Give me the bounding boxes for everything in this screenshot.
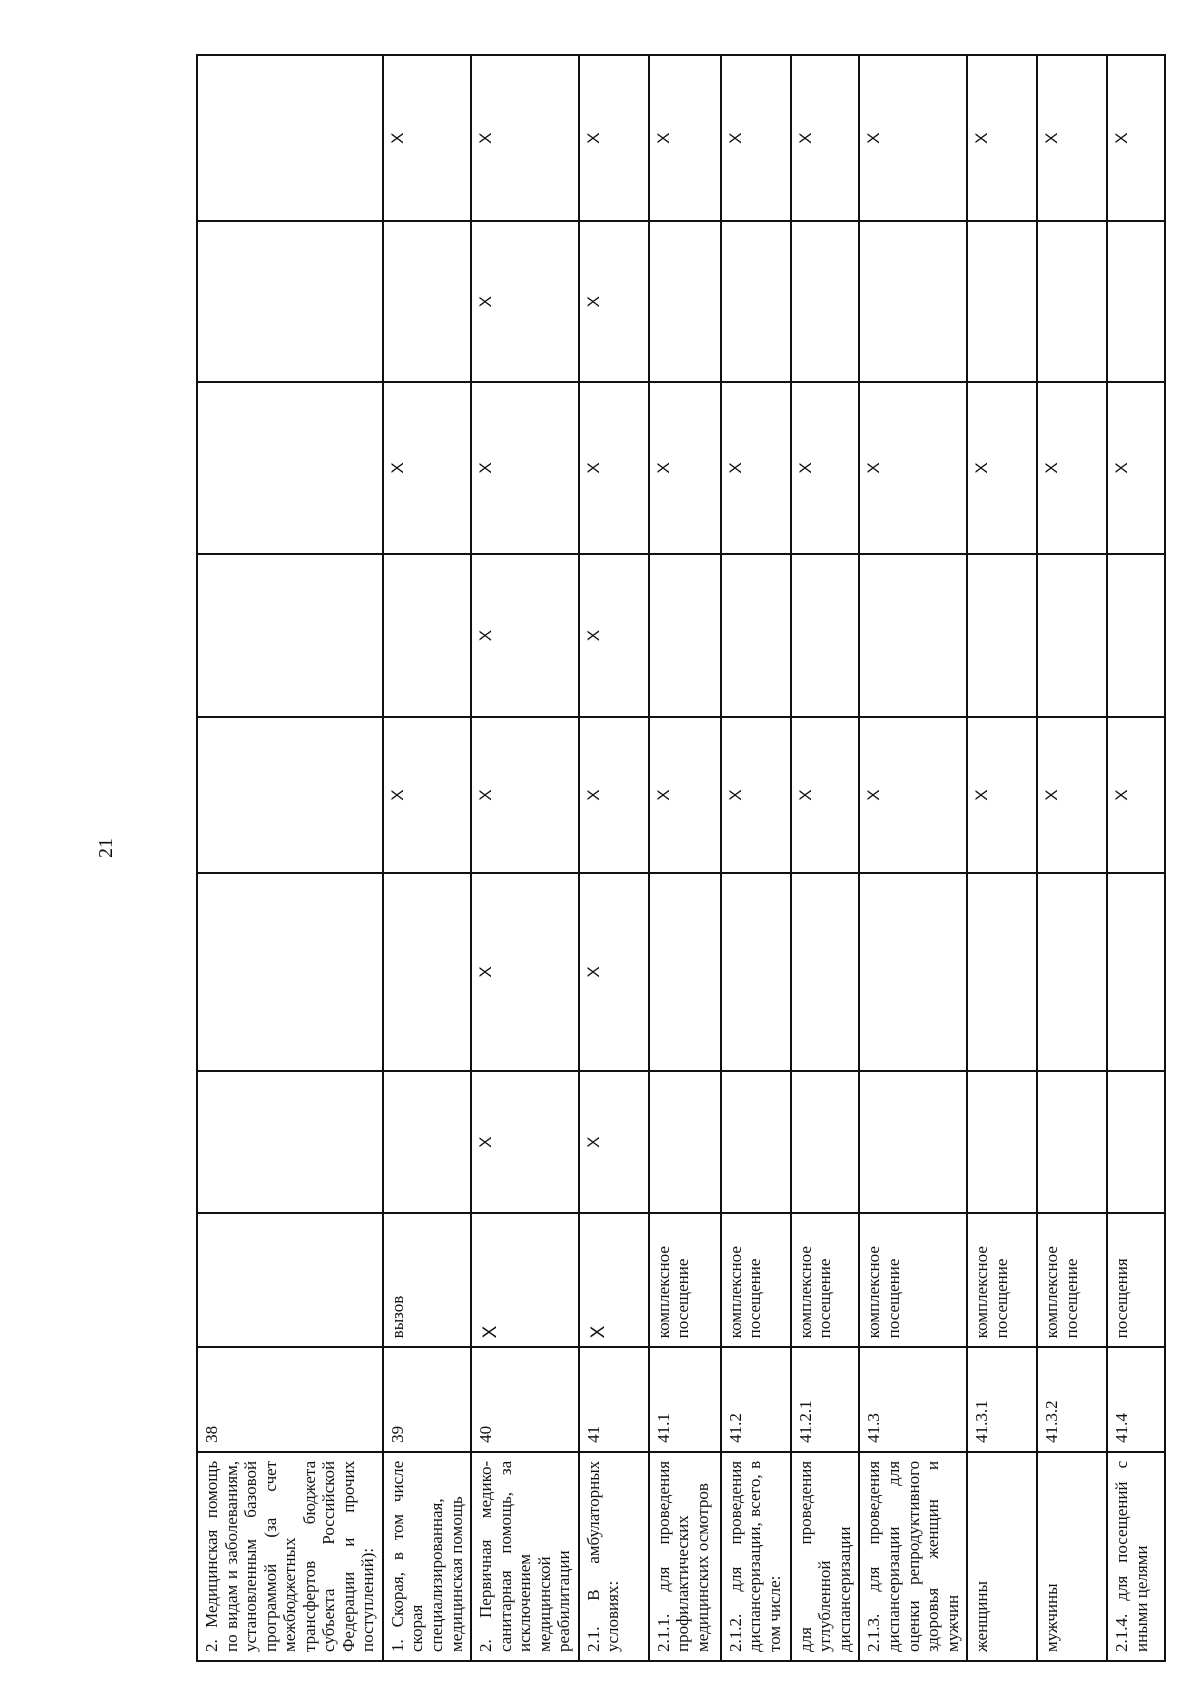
mark-cell-col-2 (197, 873, 383, 1071)
x-mark: X (583, 462, 603, 474)
x-mark: X (864, 789, 884, 801)
x-mark: X (476, 462, 496, 474)
mark-cell-col-6 (579, 221, 649, 382)
x-mark: X (583, 296, 603, 308)
row-unit (197, 1213, 383, 1347)
mark-cell-col-6 (197, 221, 383, 382)
x-mark: X (1112, 462, 1132, 474)
mark-cell-col-1 (471, 1071, 579, 1213)
mark-cell-col-3 (1107, 717, 1165, 873)
mark-cell-col-7 (197, 55, 383, 221)
mark-cell-col-1 (579, 1071, 649, 1213)
page-number: 21 (95, 838, 117, 858)
row-unit: комплексное посещение (791, 1213, 860, 1347)
x-mark: X (476, 1136, 496, 1148)
mark-cell-col-1 (791, 1071, 860, 1213)
x-mark: X (653, 789, 673, 801)
mark-cell-col-3 (471, 717, 579, 873)
x-mark: X (1112, 789, 1132, 801)
row-label: 2.1.4. для посещений с иными целями (1107, 1452, 1165, 1661)
mark-cell-col-6 (471, 221, 579, 382)
row-code: 41.2 (721, 1347, 791, 1452)
table-body (197, 55, 1165, 1661)
x-mark: X (795, 132, 815, 144)
row-unit: комплексное посещение (649, 1213, 721, 1347)
table-row (967, 55, 1037, 1661)
mark-cell-col-3 (1037, 717, 1107, 873)
mark-cell-col-3 (649, 717, 721, 873)
row-code: 41.3.2 (1037, 1347, 1107, 1452)
row-label: 1. Скорая, в том числе скорая специализированная, медицинская помощь (383, 1452, 471, 1661)
mark-cell-col-7 (649, 55, 721, 221)
mark-cell-col-6 (791, 221, 860, 382)
mark-cell-col-4 (791, 554, 860, 718)
mark-cell-col-6 (383, 221, 471, 382)
mark-cell-col-3 (197, 717, 383, 873)
mark-cell-col-2 (1037, 873, 1107, 1071)
row-unit: вызов (383, 1213, 471, 1347)
row-label: 2. Медицинская помощь по видам и заболеваниям, установленным базовой программой (за счет межбюджетных трансфертов бюджета субъекта Российской Федерации и прочих поступлений): (197, 1452, 383, 1661)
mark-cell-col-3 (721, 717, 791, 873)
mark-cell-col-2 (791, 873, 860, 1071)
mark-cell-col-5 (859, 382, 967, 554)
x-mark: X (476, 966, 496, 978)
row-code: 40 (471, 1347, 579, 1452)
x-mark: X (387, 132, 407, 144)
x-mark: X (1042, 789, 1062, 801)
row-code: 41.3 (859, 1347, 967, 1452)
mark-cell-col-6 (721, 221, 791, 382)
mark-cell-col-5 (383, 382, 471, 554)
mark-cell-col-4 (471, 554, 579, 718)
x-mark: X (725, 132, 745, 144)
mark-cell-col-2 (967, 873, 1037, 1071)
table-row (579, 55, 649, 1661)
row-label: 2.1.3. для проведения диспансеризации для оценки репродуктивного здоровья женщин и мужчин (859, 1452, 967, 1661)
mark-cell-col-6 (859, 221, 967, 382)
row-code: 41.1 (649, 1347, 721, 1452)
mark-cell-col-3 (383, 717, 471, 873)
mark-cell-col-4 (721, 554, 791, 718)
mark-cell-col-5 (721, 382, 791, 554)
table-row (197, 55, 383, 1661)
mark-cell-col-2 (721, 873, 791, 1071)
mark-cell-col-5 (791, 382, 860, 554)
x-mark: X (583, 629, 603, 642)
mark-cell-col-7 (1107, 55, 1165, 221)
mark-cell-col-1 (859, 1071, 967, 1213)
mark-cell-col-2 (649, 873, 721, 1071)
row-code: 41 (579, 1347, 649, 1452)
mark-cell-col-5 (649, 382, 721, 554)
mark-cell-col-6 (1107, 221, 1165, 382)
x-mark: X (1042, 462, 1062, 474)
mark-cell-col-7 (579, 55, 649, 221)
mark-cell-col-5 (579, 382, 649, 554)
mark-cell-col-1 (197, 1071, 383, 1213)
row-code: 41.4 (1107, 1347, 1165, 1452)
x-mark: X (387, 462, 407, 474)
mark-cell-col-4 (197, 554, 383, 718)
mark-cell-col-4 (1107, 554, 1165, 718)
mark-cell-col-6 (649, 221, 721, 382)
mark-cell-col-4 (1037, 554, 1107, 718)
x-mark: X (1112, 132, 1132, 144)
row-label: 2.1.1. для проведения профилактических медицинских осмотров (649, 1452, 721, 1661)
x-mark: X (476, 296, 496, 308)
mark-cell-col-4 (967, 554, 1037, 718)
mark-cell-col-7 (1037, 55, 1107, 221)
x-mark: X (864, 132, 884, 144)
rotated-table-wrapper (196, 54, 1151, 1662)
mark-cell-col-7 (791, 55, 860, 221)
x-mark: X (795, 789, 815, 801)
row-label: 2.1.2. для проведения диспансеризации, всего, в том числе: (721, 1452, 791, 1661)
x-mark: X (476, 629, 496, 642)
mark-cell-col-3 (579, 717, 649, 873)
mark-cell-col-2 (859, 873, 967, 1071)
mark-cell-col-5 (967, 382, 1037, 554)
row-unit: комплексное посещение (967, 1213, 1037, 1347)
table-row (649, 55, 721, 1661)
mark-cell-col-3 (967, 717, 1037, 873)
table-row (1037, 55, 1107, 1661)
mark-cell-col-1 (1107, 1071, 1165, 1213)
mark-cell-col-7 (383, 55, 471, 221)
row-code: 38 (197, 1347, 383, 1452)
mark-cell-col-7 (721, 55, 791, 221)
row-unit: X (471, 1213, 579, 1347)
x-mark: X (583, 966, 603, 978)
row-unit: X (579, 1213, 649, 1347)
row-code: 41.3.1 (967, 1347, 1037, 1452)
row-unit: посещения (1107, 1213, 1165, 1347)
x-mark: X (725, 462, 745, 474)
mark-cell-col-2 (383, 873, 471, 1071)
mark-cell-col-2 (1107, 873, 1165, 1071)
x-mark: X (795, 462, 815, 474)
mark-cell-col-1 (1037, 1071, 1107, 1213)
mark-cell-col-7 (967, 55, 1037, 221)
x-mark: X (864, 462, 884, 474)
row-label: женщины (967, 1452, 1037, 1661)
mark-cell-col-4 (383, 554, 471, 718)
mark-cell-col-1 (649, 1071, 721, 1213)
x-mark: X (387, 789, 407, 801)
x-mark: X (972, 462, 992, 474)
x-mark: X (972, 132, 992, 144)
row-unit: комплексное посещение (721, 1213, 791, 1347)
mark-cell-col-1 (383, 1071, 471, 1213)
x-mark: X (725, 789, 745, 801)
mark-cell-col-4 (859, 554, 967, 718)
x-mark: X (476, 132, 496, 144)
mark-cell-col-5 (1037, 382, 1107, 554)
mark-cell-col-4 (649, 554, 721, 718)
table-row (791, 55, 860, 1661)
mark-cell-col-1 (967, 1071, 1037, 1213)
mark-cell-col-5 (197, 382, 383, 554)
row-label: мужчины (1037, 1452, 1107, 1661)
x-mark: X (583, 1136, 603, 1148)
data-table (196, 54, 1166, 1662)
mark-cell-col-6 (1037, 221, 1107, 382)
table-row (383, 55, 471, 1661)
row-unit: комплексное посещение (1037, 1213, 1107, 1347)
x-mark: X (476, 789, 496, 801)
row-code: 41.2.1 (791, 1347, 860, 1452)
x-mark: X (583, 132, 603, 144)
row-label: для проведения углубленной диспансеризации (791, 1452, 860, 1661)
mark-cell-col-4 (579, 554, 649, 718)
row-label: 2.1. В амбулаторных условиях: (579, 1452, 649, 1661)
mark-cell-col-2 (579, 873, 649, 1071)
mark-cell-col-3 (791, 717, 860, 873)
table-row (721, 55, 791, 1661)
mark-cell-col-2 (471, 873, 579, 1071)
x-mark: X (653, 462, 673, 474)
mark-cell-col-7 (859, 55, 967, 221)
mark-cell-col-5 (471, 382, 579, 554)
table-row (859, 55, 967, 1661)
x-mark: X (972, 789, 992, 801)
x-mark: X (1042, 132, 1062, 144)
table-row (471, 55, 579, 1661)
mark-cell-col-6 (967, 221, 1037, 382)
mark-cell-col-5 (1107, 382, 1165, 554)
row-code: 39 (383, 1347, 471, 1452)
table-row (1107, 55, 1165, 1661)
mark-cell-col-3 (859, 717, 967, 873)
x-mark: X (653, 132, 673, 144)
x-mark: X (583, 789, 603, 801)
mark-cell-col-7 (471, 55, 579, 221)
row-unit: комплексное посещение (859, 1213, 967, 1347)
mark-cell-col-1 (721, 1071, 791, 1213)
row-label: 2. Первичная медико-санитарная помощь, за исключением медицинской реабилитации (471, 1452, 579, 1661)
